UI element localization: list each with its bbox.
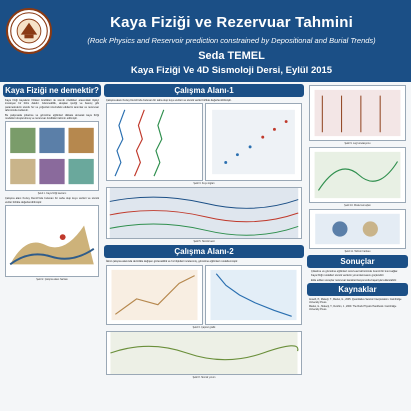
figure-9-caption: Şekil 9. Log korelasyonu	[344, 142, 371, 145]
university-seal-icon	[6, 8, 52, 54]
conclusion-item: Kaya fiziği modelleri sismik verilerin yorumlanmasını güçlendirir.	[311, 274, 385, 278]
figure-1	[5, 121, 99, 191]
figure-10	[309, 147, 406, 203]
figure-6-caption: Şekil 6. Çapraz grafik	[192, 325, 216, 329]
figure-4	[205, 103, 302, 181]
figure-2	[5, 205, 99, 277]
course-name: Kaya Fiziği Ve 4D Sismoloji Dersi, Eylül 2015	[130, 65, 333, 76]
study-area-2-text: İkinci çalışma alanında derinlikle değişen gözeneklilik ve hız ilişkileri incelenmiş, gömülme eğilimleri modellenmiştir.	[106, 260, 238, 264]
conclusion-item: Elde edilen sonuçlar rezervuar karakterizasyonunda başarıyla kullanılabilir.	[311, 278, 397, 282]
figure-3	[106, 103, 203, 181]
poster-subtitle: (Rock Physics and Reservoir prediction constrained by Depositional and Burial Trends)	[87, 36, 376, 45]
section-heading-references: Kaynaklar	[307, 283, 408, 296]
figure-7	[205, 265, 302, 325]
figure-11-caption: Şekil 11. Tahmin haritası	[344, 250, 371, 253]
figure-5	[106, 187, 302, 239]
study-area-1-text: Çalışma alanı Kuzey Denizi'nde bulunan bir saha olup kuyu verileri ve sismik veriler birlikte değerlendirilmiştir.	[106, 99, 232, 102]
right-column	[307, 84, 408, 407]
reference-item: Avseth, P., Mukerji, T., Mavko, G., 2005. Quantitative Seismic Interpretation. Cambridge University Press.	[309, 297, 402, 304]
figure-2-caption: Şekil 2. Çalışma alanı haritası	[36, 278, 68, 282]
figure-8	[106, 331, 302, 375]
middle-column	[104, 84, 304, 407]
section-heading-conclusions: Sonuçlar	[307, 255, 408, 268]
poster-title: Kaya Fiziği ve Rezervuar Tahmini	[110, 14, 353, 31]
figure-6	[106, 265, 203, 325]
study-text-1: Çalışma alanı Kuzey Denizi'nde bulunan bir saha olup kuyu verileri ve sismik veriler birlikte değerlendirilmiştir.	[5, 197, 99, 204]
conclusion-item: Çökelme ve gömülme eğilimleri rezervuar tahmininde önemli bir kısıt sağlar.	[311, 270, 398, 273]
section-heading-study-area-1: Çalışma Alanı-1	[104, 84, 304, 97]
figure-9	[309, 85, 406, 141]
figure-10-caption: Şekil 10. Model sonuçları	[344, 204, 371, 207]
left-column	[3, 84, 101, 407]
author-name: Seda TEMEL	[198, 50, 265, 62]
reference-item: Mavko, G., Mukerji, T., Dvorkin, J., 2009. The Rock Physics Handbook. Cambridge University Press.	[309, 304, 397, 311]
intro-text: Kaya fiziği kayaların fiziksel özellikleri ile sismik özellikleri arasındaki ilişkiyi inceleyen bir bilim dalıdır. Gözeneklilik, akışkan içeriği ve basınç gibi parametrelerin sismik hız ve yoğunluk üzerindeki etkilerini tanımlar ve rezervuar tahmininde kullanılır.	[5, 99, 99, 113]
figure-11	[309, 209, 406, 249]
figure-5-caption: Şekil 5. Sismik kesit	[193, 240, 215, 244]
figure-8-caption: Şekil 8. Sismik yorum	[192, 375, 216, 379]
poster-header	[0, 0, 411, 82]
figure-1-caption: Şekil 1. Kaya fiziği kavramı	[37, 192, 67, 196]
figure-3-caption: Şekil 3. Kuyu logları	[193, 182, 215, 186]
section-heading-study-area-2: Çalışma Alanı-2	[104, 245, 304, 258]
intro-text-2: Bu çalışmada çökelme ve gömülme eğilimleri dikkate alınarak kaya fiziği modelleri oluşturulmuş ve rezervuar özellikleri tahmin edilmiştir.	[5, 113, 99, 121]
section-heading-rock-physics: Kaya Fiziği ne demektir?	[3, 84, 101, 97]
